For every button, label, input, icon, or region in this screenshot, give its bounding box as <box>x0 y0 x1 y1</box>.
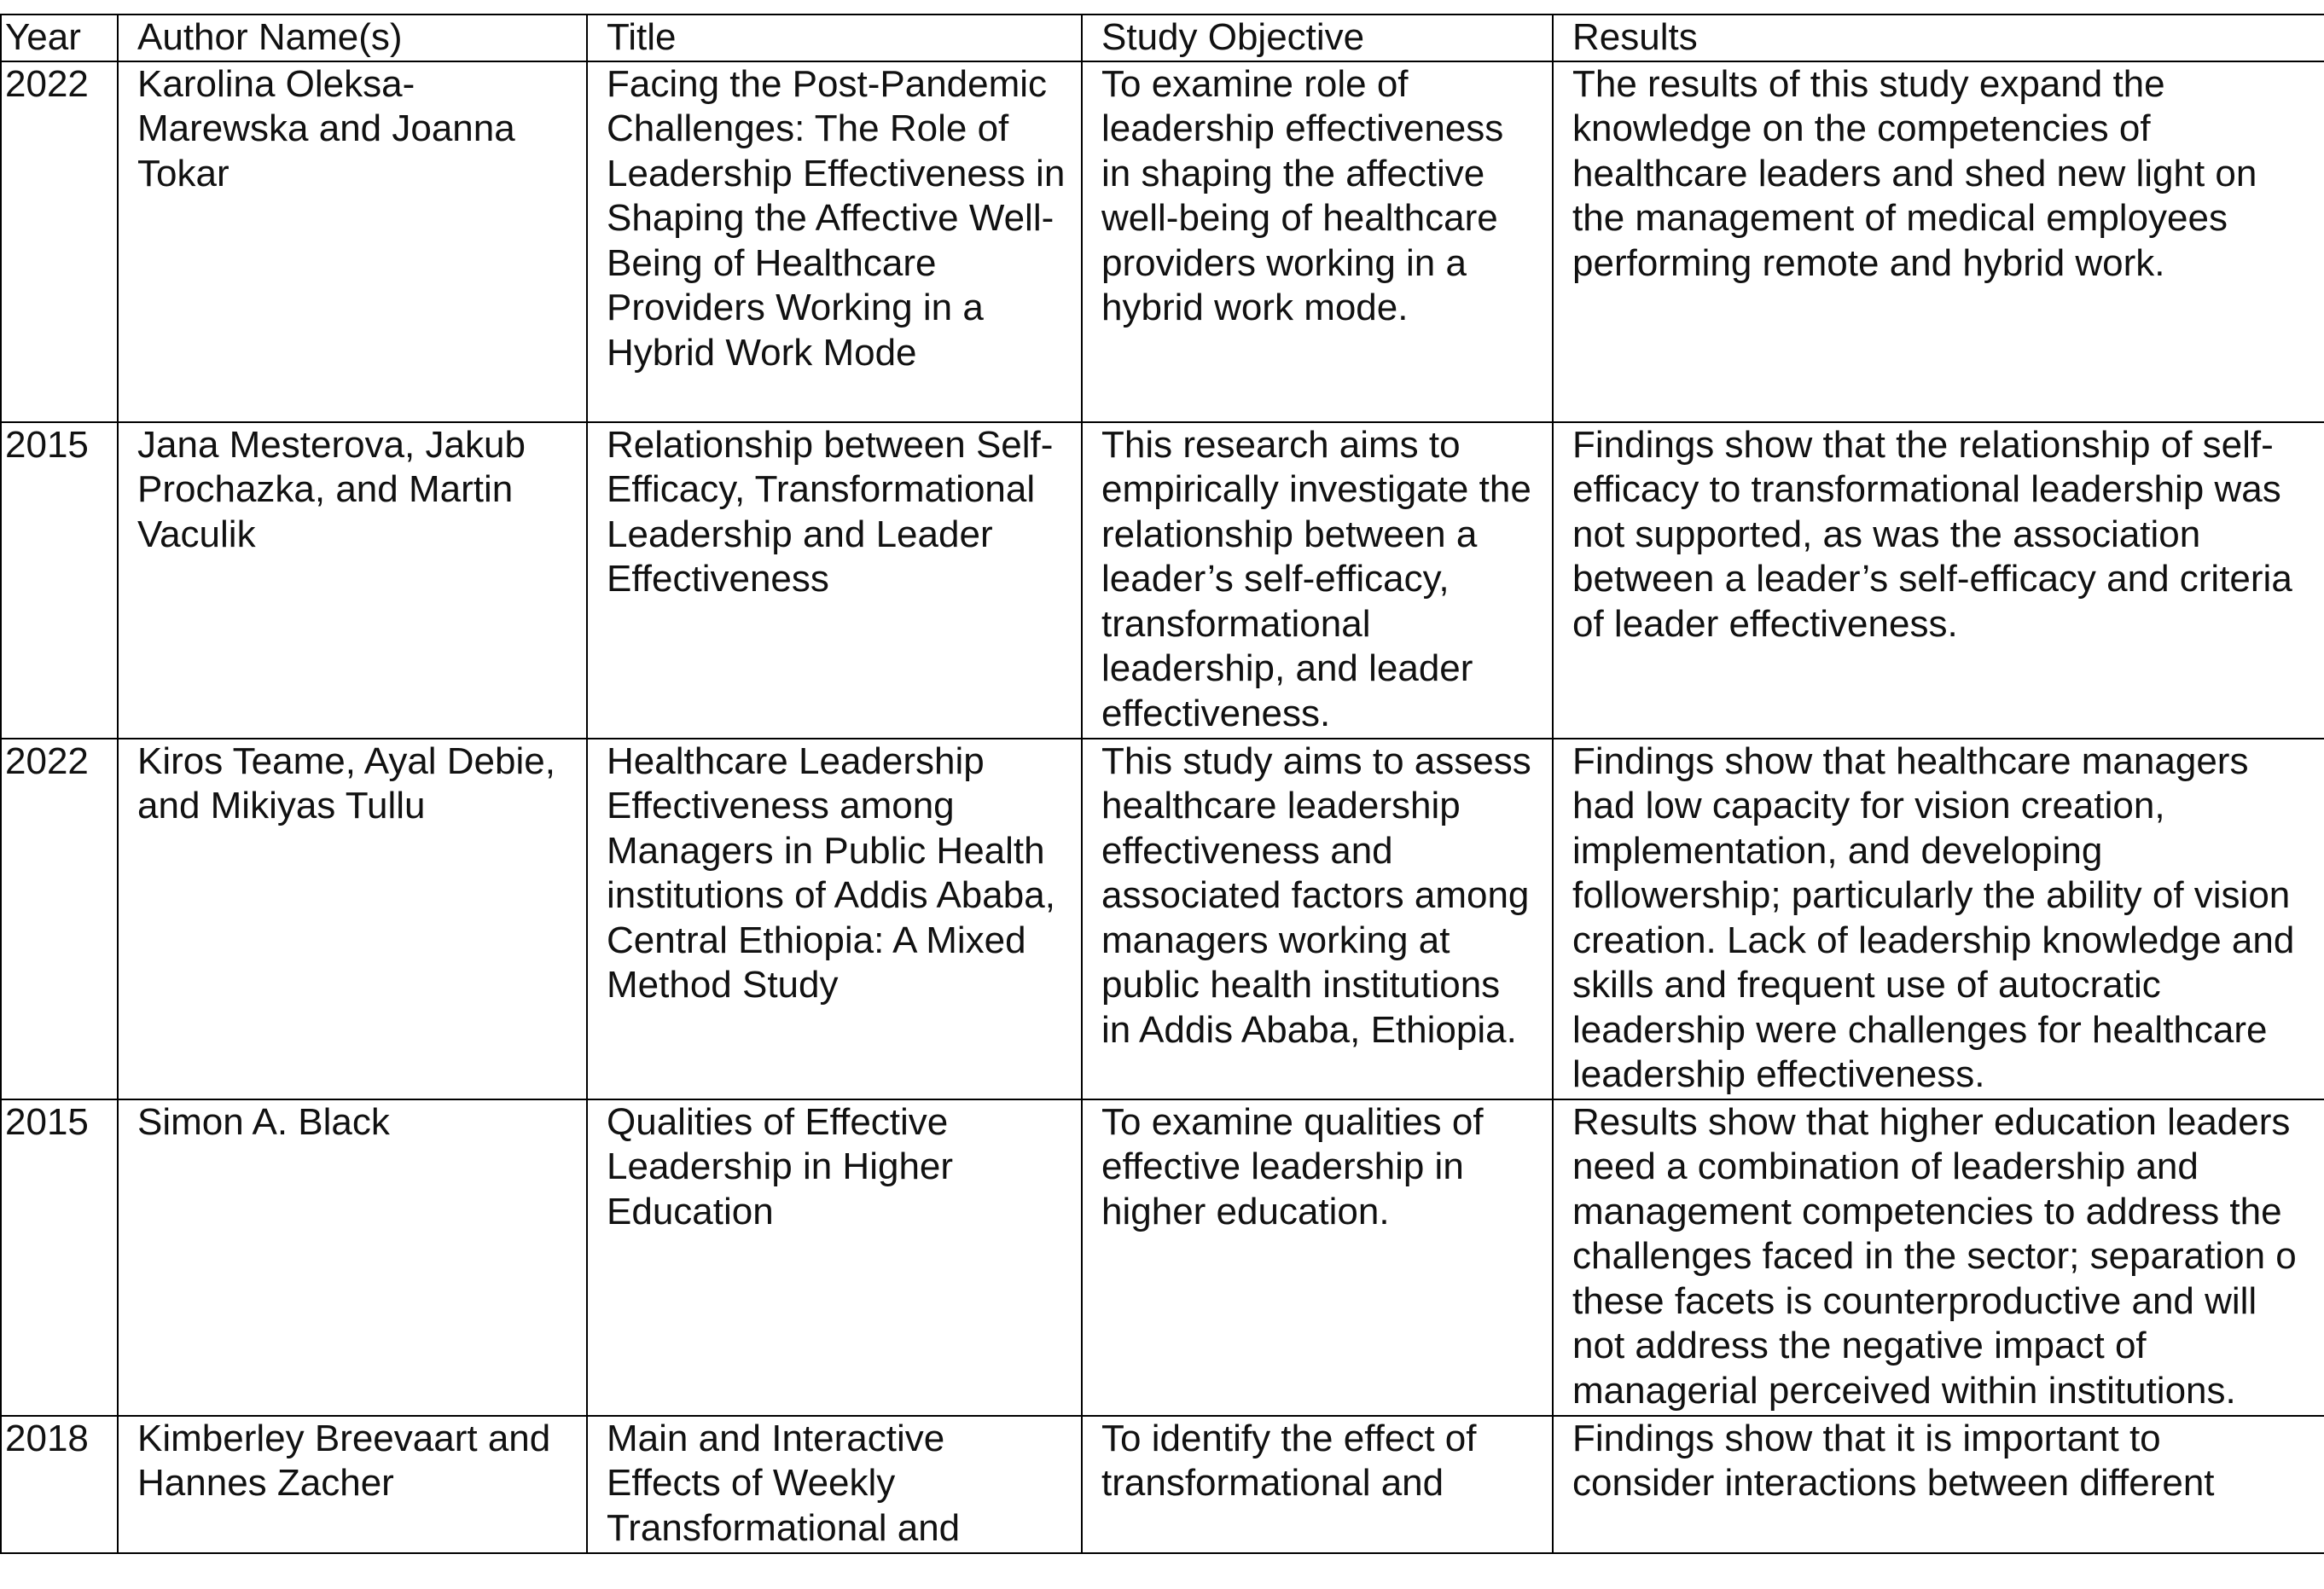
cell-year: 2015 <box>1 1099 118 1416</box>
table-row <box>1 422 2324 739</box>
cell-title: Qualities of Effective Leadership in Higher Education <box>587 1099 1082 1416</box>
cell-authors: Karolina Oleksa-Marewska and Joanna Tokar <box>118 61 587 422</box>
cell-objective: This research aims to empirically investigate the relationship between a leader’s self-efficacy, transformational leadership, and leader effectiveness. <box>1082 422 1553 739</box>
table-row <box>1 1099 2324 1416</box>
cell-authors: Jana Mesterova, Jakub Prochazka, and Martin Vaculik <box>118 422 587 739</box>
cell-results: Findings show that the relationship of self- efficacy to transformational leadership was not supported, as was the association between a leader’s self-efficacy and criteria of leader effectiveness. <box>1553 422 2324 739</box>
cell-authors: Kimberley Breevaart and Hannes Zacher <box>118 1416 587 1553</box>
cell-authors: Simon A. Black <box>118 1099 587 1416</box>
cell-results: Results show that higher education leaders need a combination of leadership and management competencies to address the challenges faced in the sector; separation o these facets is counterproductive and will not address the negative impact of managerial perceived within institutions. <box>1553 1099 2324 1416</box>
cell-results: The results of this study expand the knowledge on the competencies of healthcare leaders and shed new light on the management of medical employees performing remote and hybrid work. <box>1553 61 2324 422</box>
cell-year: 2022 <box>1 61 118 422</box>
cell-title: Main and Interactive Effects of Weekly Transformational and <box>587 1416 1082 1553</box>
table-row <box>1 61 2324 422</box>
cell-title: Facing the Post-Pandemic Challenges: The Role of Leadership Effectiveness in Shaping the Affective Well-Being of Healthcare Providers Working in a Hybrid Work Mode <box>587 61 1082 422</box>
cell-objective: To examine qualities of effective leadership in higher education. <box>1082 1099 1553 1416</box>
header-year: Year <box>1 14 118 61</box>
cell-objective: To examine role of leadership effectiveness in shaping the affective well-being of healthcare providers working in a hybrid work mode. <box>1082 61 1553 422</box>
cell-title: Relationship between Self-Efficacy, Transformational Leadership and Leader Effectiveness <box>587 422 1082 739</box>
cell-year: 2022 <box>1 739 118 1099</box>
cell-results: Findings show that it is important to consider interactions between different <box>1553 1416 2324 1553</box>
cell-title: Healthcare Leadership Effectiveness among Managers in Public Health institutions of Addis Ababa, Central Ethiopia: A Mixed Method Study <box>587 739 1082 1099</box>
cell-results: Findings show that healthcare managers had low capacity for vision creation, implementation, and developing followership; particularly the ability of vision creation. Lack of leadership knowledge and skills and frequent use of autocratic leadership were challenges for healthcare leadership effectiveness. <box>1553 739 2324 1099</box>
header-title: Title <box>587 14 1082 61</box>
table-row <box>1 739 2324 1099</box>
cell-objective: This study aims to assess healthcare leadership effectiveness and associated factors among managers working at public health institutions in Addis Ababa, Ethiopia. <box>1082 739 1553 1099</box>
cell-year: 2015 <box>1 422 118 739</box>
cell-authors: Kiros Teame, Ayal Debie, and Mikiyas Tullu <box>118 739 587 1099</box>
header-objective: Study Objective <box>1082 14 1553 61</box>
literature-review-table <box>0 14 2324 1554</box>
cell-year: 2018 <box>1 1416 118 1553</box>
table-row <box>1 1416 2324 1553</box>
cell-objective: To identify the effect of transformational and <box>1082 1416 1553 1553</box>
table-header-row <box>1 14 2324 61</box>
header-results: Results <box>1553 14 2324 61</box>
header-authors: Author Name(s) <box>118 14 587 61</box>
